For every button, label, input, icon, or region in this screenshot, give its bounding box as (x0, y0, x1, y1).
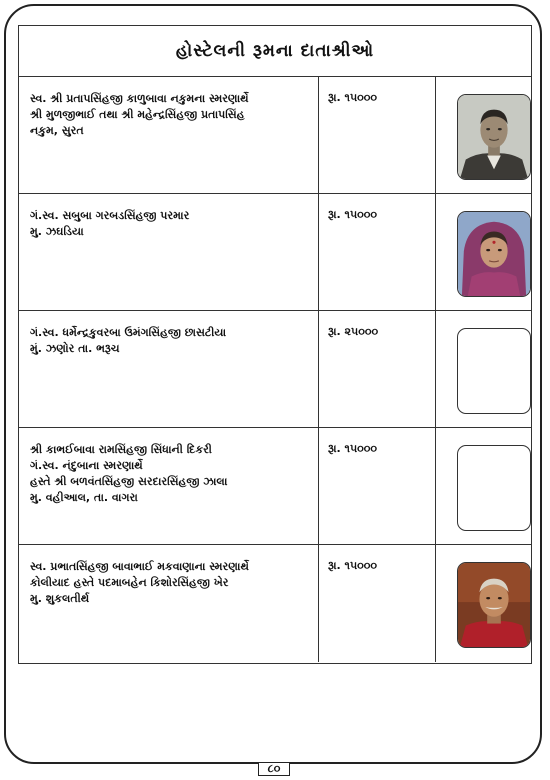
donor-name-line: ગં.સ્વ. સબુબા ગરબડસિંહજી પરમાર (30, 209, 190, 222)
donor-row (19, 77, 531, 194)
donor-row (19, 311, 531, 428)
donor-photo (457, 211, 531, 297)
photo-cell (436, 194, 533, 310)
donor-photo (457, 94, 531, 180)
donor-name-cell (19, 545, 319, 662)
empty-photo-frame (457, 445, 531, 531)
donation-amount: રૂા. ૨૫૦૦૦ (319, 311, 436, 427)
photo-cell (436, 77, 533, 193)
donor-name-line: નકુમ, સુરત (30, 124, 84, 137)
donor-name-line: ગં.સ્વ. ધર્મેન્દ્રકુવરબા ઉમંગસિંહજી છાસટીયા (30, 326, 227, 339)
photo-cell (436, 545, 533, 662)
donor-name-cell (19, 311, 319, 427)
donation-amount: રૂા. ૧૫૦૦૦ (319, 545, 436, 662)
donor-name-line: મુ. ઝઘડિયા (30, 225, 84, 238)
donation-amount: રૂા. ૧૫૦૦૦ (319, 194, 436, 310)
donor-name-line: મુ. વહીઆલ, તા. વાગરા (30, 491, 138, 504)
donor-name-line: સ્વ. પ્રભાતસિંહજી બાવાભાઈ મકવાણાના સ્મરણાર્થે (30, 560, 249, 573)
donor-name-line: હસ્તે શ્રી બળવંતસિંહજી સરદારસિંહજી ઝાલા (30, 475, 228, 488)
donor-name-line: શ્રી કાભઈબાવા રામસિંહજી સિંધાની દિકરી (30, 443, 212, 456)
page-number: ૮૦ (258, 762, 290, 776)
donor-name-cell (19, 77, 319, 193)
donation-amount: રૂા. ૧૫૦૦૦ (319, 77, 436, 193)
donor-photo (457, 562, 531, 648)
donor-name-cell (19, 194, 319, 310)
donor-name-line: મું. ઝણોર તા. ભરૂચ (30, 342, 120, 355)
donor-name-line: શ્રી મુળજીભાઈ તથા શ્રી મહેન્દ્રસિંહજી પ્રતાપસિંહ (30, 108, 245, 121)
donor-name-line: સ્વ. શ્રી પ્રતાપસિંહજી કાળુબાવા નકુમના સ્મરણાર્થે (30, 92, 249, 105)
donor-name-cell (19, 428, 319, 544)
photo-cell (436, 311, 533, 427)
empty-photo-frame (457, 328, 531, 414)
page-title: હોસ્ટેલની રૂમના દાતાશ્રીઓ (19, 26, 531, 77)
donor-row (19, 194, 531, 311)
donor-table (18, 25, 532, 664)
donor-name-line: કોલીયાદ હસ્તે પદમાબહેન કિશોરસિંહજી ખેર (30, 576, 229, 589)
donor-row (19, 545, 531, 662)
donor-name-line: મુ. શુકલતીર્થ (30, 592, 90, 605)
photo-cell (436, 428, 533, 544)
donor-name-line: ગં.સ્વ. નંદુબાના સ્મરણાર્થે (30, 459, 143, 472)
donor-row (19, 428, 531, 545)
donation-amount: રૂા. ૧૫૦૦૦ (319, 428, 436, 544)
